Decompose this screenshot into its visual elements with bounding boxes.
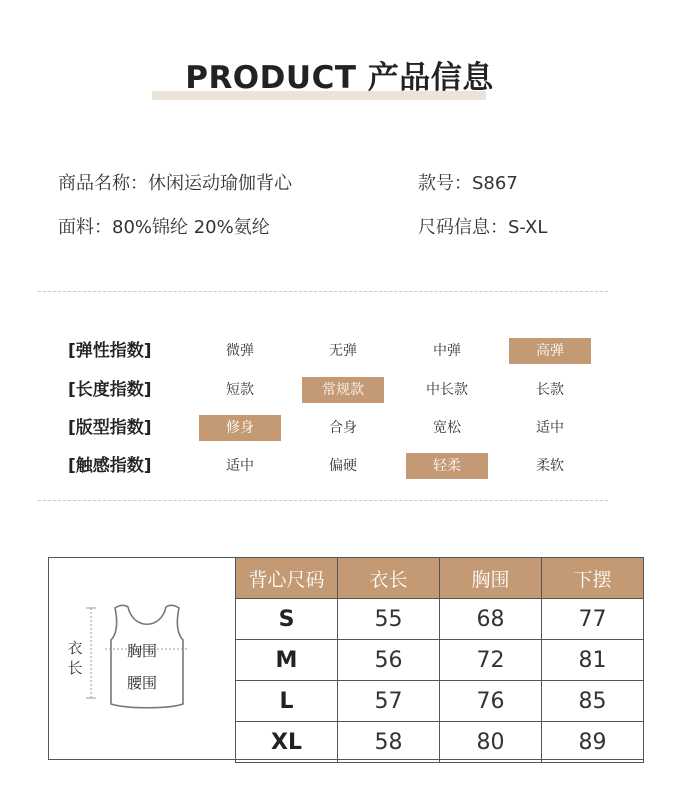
attribute-option: 短款 [226,382,254,398]
header-length: 衣长 [338,558,440,599]
attribute-option: 长款 [536,382,564,398]
length-label-1: 衣 [67,639,83,657]
size-cell: XL [236,722,338,763]
size-cell: M [236,640,338,681]
attribute-option: 适中 [226,458,254,474]
header-chest: 胸围 [440,558,542,599]
hem-cell: 89 [542,722,644,763]
attribute-option: 柔软 [536,458,564,474]
size-table-header [236,558,644,599]
table-row [236,722,644,763]
attribute-option-selected: 高弹 [509,338,591,364]
vest-diagram [49,558,235,759]
waist-label: 腰围 [126,674,157,692]
attribute-option: 无弹 [329,343,357,359]
table-row [236,640,644,681]
attribute-label: [长度指数] [68,380,152,400]
length-cell: 57 [338,681,440,722]
hem-cell: 77 [542,599,644,640]
chest-cell: 76 [440,681,542,722]
chest-cell: 68 [440,599,542,640]
header-size: 背心尺码 [236,558,338,599]
hem-cell: 85 [542,681,644,722]
header-hem: 下摆 [542,558,644,599]
attribute-label: [触感指数] [68,456,152,476]
attribute-option: 微弹 [226,343,254,359]
length-label-2: 长 [67,659,83,677]
length-cell: 58 [338,722,440,763]
chest-cell: 80 [440,722,542,763]
attribute-row [0,415,679,441]
attribute-label: [弹性指数] [68,341,152,361]
style-number: 款号：S867 [418,173,518,194]
attribute-option: 宽松 [433,420,461,436]
divider-top [38,291,608,292]
table-row [236,599,644,640]
length-cell: 55 [338,599,440,640]
product-name: 商品名称：休闲运动瑜伽背心 [58,173,292,194]
chest-cell: 72 [440,640,542,681]
attribute-option: 适中 [536,420,564,436]
length-cell: 56 [338,640,440,681]
size-info: 尺码信息：S-XL [418,217,548,238]
attribute-option-selected: 常规款 [302,377,384,403]
attribute-row [0,453,679,479]
fabric-info: 面料：80%锦纶 20%氨纶 [58,217,270,238]
attribute-option-selected: 轻柔 [406,453,488,479]
attribute-option: 中长款 [426,382,468,398]
hem-cell: 81 [542,640,644,681]
size-table [235,557,644,763]
attribute-row [0,338,679,364]
title-wrap [0,58,679,98]
attribute-option-selected: 修身 [199,415,281,441]
divider-bottom [38,500,608,501]
attribute-option: 偏硬 [329,458,357,474]
attribute-option: 中弹 [433,343,461,359]
size-cell: L [236,681,338,722]
chest-label: 胸围 [126,642,157,660]
attribute-option: 合身 [329,420,357,436]
table-row [236,681,644,722]
attribute-label: [版型指数] [68,418,152,438]
page-title: PRODUCT 产品信息 [185,60,494,96]
attribute-row [0,377,679,403]
size-cell: S [236,599,338,640]
